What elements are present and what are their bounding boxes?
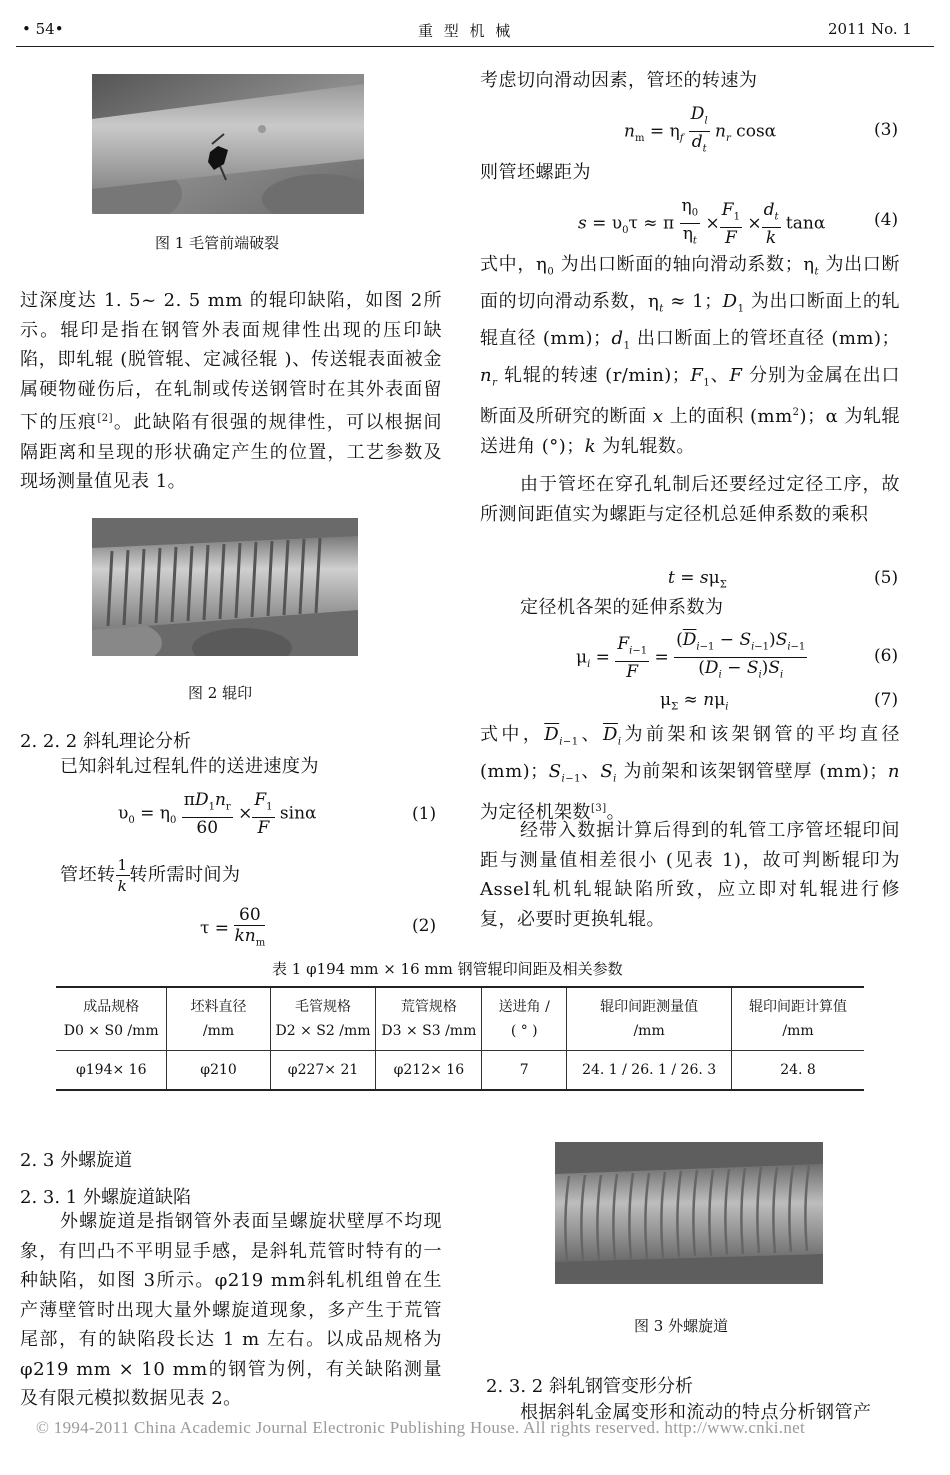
equation-1-number: (1) (412, 804, 437, 824)
section-2-3-heading: 2. 3 外螺旋道 (20, 1150, 133, 1171)
section-2-2-2-heading: 2. 2. 2 斜轧理论分析 (20, 731, 191, 752)
table-header-cell: 送进角 / ( ° ) (482, 988, 567, 1051)
right-paragraph-5: 定径机各架的延伸系数为 (520, 597, 724, 618)
equation-4: $s = \upsilon_0\tau \approx \pi$ $\frac{\eta_0}{\eta_t}$ × $\frac{F_1}{F}$ × $\frac{d_t}{k}$ tanα (578, 196, 826, 249)
right-paragraph-2: 则管坯螺距为 (480, 162, 591, 183)
equation-3-number: (3) (874, 120, 899, 140)
equation-6-number: (6) (874, 646, 899, 666)
table-cell: φ212× 16 (376, 1051, 482, 1090)
page-number: • 54• (22, 20, 64, 38)
table-cell: φ227× 21 (270, 1051, 376, 1090)
figure-3-photo (555, 1142, 823, 1284)
equation-2-number: (2) (412, 916, 437, 936)
equation-4-number: (4) (874, 210, 899, 230)
copyright-footer: © 1994-2011 China Academic Journal Electronic Publishing House. All rights reserved. http://www.cnki.net (36, 1418, 806, 1437)
bottom-left-paragraph: 外螺旋道是指钢管外表面呈螺旋状壁厚不均现象，有凹凸不平明显手感，是斜轧荒管时特有的一种缺陷，如图 3所示。φ219 mm斜轧机组曾在生产薄壁管时出现大量外螺旋道现象，多产生于荒管尾部，有的缺陷段长达 1 m 左右。以成品规格为 φ219 mm × 10 mm的钢管为例，有关缺陷测量及有限元模拟数据见表 2。 (20, 1211, 442, 1409)
right-paragraph-6: 式中，$\overline{D}_{i-1}$、$\overline{D}_i$为前架和该架钢管的平均直径 (mm)；$S_{i-1}$、$S_i$ 为前架和该架钢管壁厚 (mm)；n 为定径机架数[3]。 (480, 724, 901, 824)
table-header-cell: 坯料直径 /mm (167, 988, 270, 1051)
table-cell: 24. 1 / 26. 1 / 26. 3 (567, 1051, 732, 1090)
left-paragraph-2: 已知斜轧过程轧件的送进速度为 (60, 756, 319, 777)
table-1 (56, 986, 864, 1091)
table-header-cell: 成品规格 D0 × S0 /mm (63, 999, 159, 1039)
table-1-caption: 表 1 φ194 mm × 16 mm 钢管辊印间距及相关参数 (272, 960, 623, 978)
table-header-cell: 辊印间距测量值 /mm (567, 988, 732, 1051)
figure-3-caption: 图 3 外螺旋道 (634, 1317, 729, 1335)
equation-5: $t = s\mu_\Sigma$ (668, 568, 727, 591)
left-paragraph-3: 管坯转 $\frac{1}{k}$ 转所需时间为 (60, 856, 241, 895)
right-paragraph-1: 考虑切向滑动因素，管坯的转速为 (480, 70, 758, 91)
table-header-cell: 辊印间距计算值 /mm (732, 988, 864, 1051)
figure-1-caption: 图 1 毛管前端破裂 (155, 234, 280, 252)
table-header-cell: 荒管规格 D3 × S3 /mm (376, 988, 482, 1051)
equation-3: $n_m = \eta_f$ $\frac{D_l}{d_t}$ $n_r$ cosα (624, 104, 777, 155)
section-2-3-2-heading: 2. 3. 2 斜轧钢管变形分析 (486, 1376, 693, 1397)
figure-1-photo (92, 74, 364, 214)
equation-6: $\mu_i$ = $\frac{F_{i-1}}{F}$ = $\frac{(\overline{D}_{i-1} - S_{i-1})S_{i-1}}{(\overline{D}_i - S_i)S_i}$ (576, 630, 806, 683)
issue-label: 2011 No. 1 (828, 20, 912, 38)
table-cell: 7 (482, 1051, 567, 1090)
table-cell: φ194× 16 (56, 1051, 167, 1090)
table-cell: 24. 8 (732, 1051, 864, 1090)
right-paragraph-4: 由于管坯在穿孔轧制后还要经过定径工序，故所测间距值实为螺距与定径机总延伸系数的乘积 (480, 474, 900, 525)
bottom-right-paragraph: 根据斜轧金属变形和流动的特点分析钢管产 (520, 1402, 872, 1423)
header-rule (16, 46, 934, 47)
journal-title: 重 型 机 械 (418, 22, 514, 40)
figure-2-photo (92, 518, 358, 656)
right-paragraph-3: 式中，$\eta_0$ 为出口断面的轴向滑动系数；$\eta_t$ 为出口断面的切向滑动系数，$\eta_t \approx 1$；$D_1$ 为出口断面上的轧辊直径 (mm)；$d_1$ 出口断面上的管坯直径 (mm)；$n_r$ 轧辊的转速 (r/min)；$F_1$、F 分别为金属在出口断面及所研究的断面 x 上的面积 $(mm^2)$；α 为轧辊送进角 (°)；k 为轧辊数。 (480, 254, 901, 457)
equation-2: τ = $\frac{60}{kn_m}$ (200, 905, 266, 949)
equation-1: $\upsilon_0 = \eta_0$ $\frac{\pi D_1n_r}{60}$ × $\frac{F_1}{F}$ sinα (118, 790, 317, 839)
table-header-cell: 毛管规格 D2 × S2 /mm (270, 988, 376, 1051)
table-cell: φ210 (167, 1051, 270, 1090)
right-paragraph-7: 经带入数据计算后得到的轧管工序管坯辊印间距与测量值相差很小 (见表 1)，故可判断辊印为 Assel轧机轧辊缺陷所致，应立即对轧辊进行修复，必要时更换轧辊。 (480, 820, 900, 930)
table-row (56, 1051, 864, 1090)
figure-2-caption: 图 2 辊印 (188, 684, 253, 702)
section-2-3-1-heading: 2. 3. 1 外螺旋道缺陷 (20, 1187, 191, 1208)
equation-7-number: (7) (874, 690, 899, 710)
left-paragraph-1: 过深度达 1. 5~ 2. 5 mm 的辊印缺陷，如图 2所示。辊印是指在钢管外表面规律性出现的压印缺陷，即轧辊 (脱管辊、定减径辊 )、传送辊表面被金属硬物碰伤后，在轧制或传送钢管时在其外表面留下的压痕[2]。此缺陷有很强的规律性，可以根据间隔距离和呈现的形状确定产生的位置，工艺参数及现场测量值见表 1。 (20, 290, 443, 492)
equation-7: $\mu_\Sigma \approx n\mu_i$ (660, 690, 729, 713)
equation-5-number: (5) (874, 568, 899, 588)
